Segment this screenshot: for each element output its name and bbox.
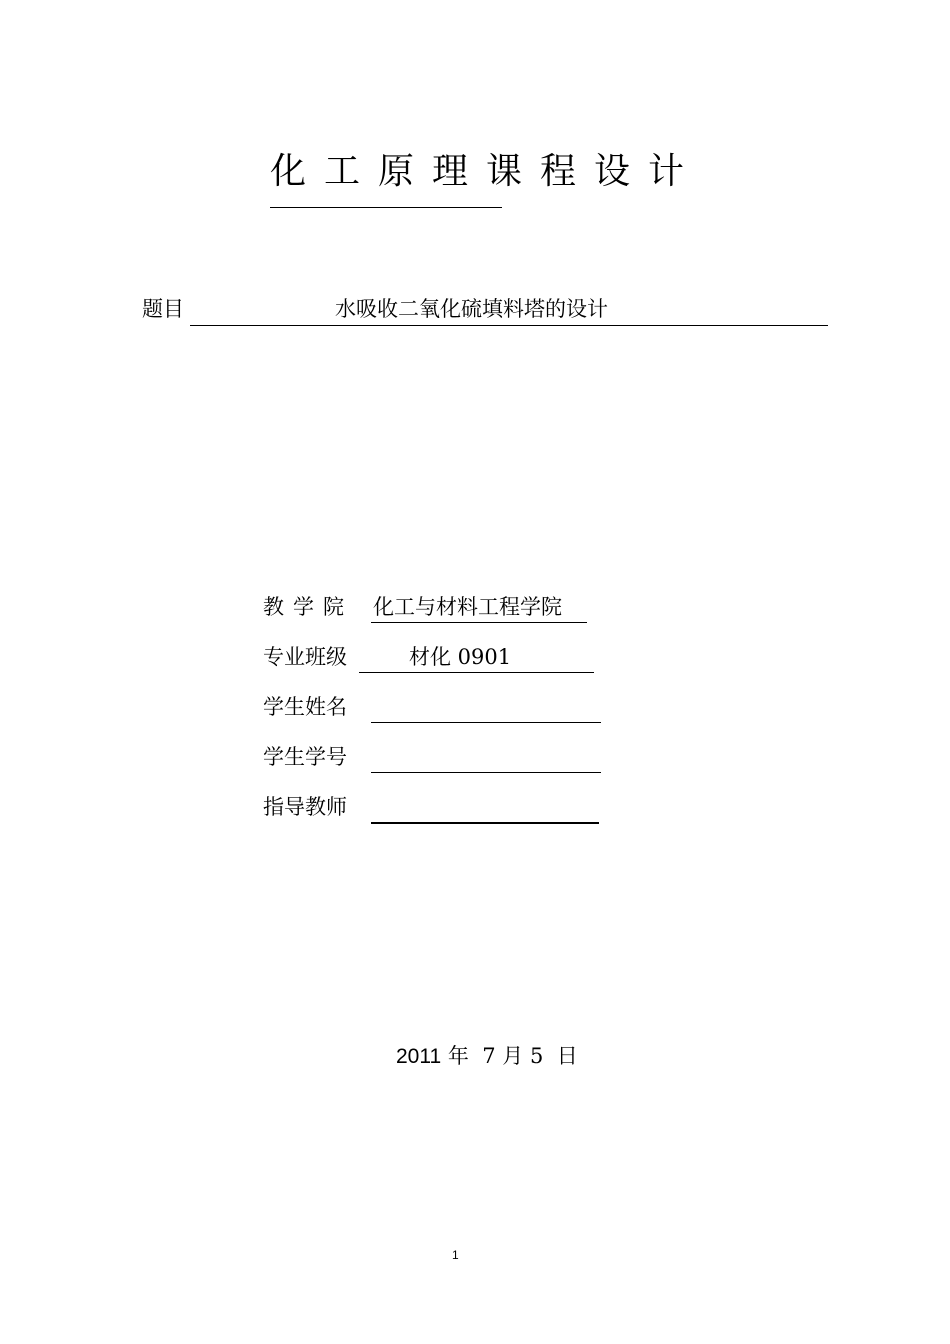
info-label-class: 专业班级 <box>263 645 347 669</box>
title-underline <box>270 207 502 208</box>
document-date <box>396 1042 578 1071</box>
date-year-unit: 年 <box>447 1044 469 1068</box>
info-field-student-name <box>371 692 601 723</box>
info-label-student-name: 学生姓名 <box>263 695 347 719</box>
info-value-class: 材化 0901 <box>409 645 512 669</box>
date-day-unit: 日 <box>556 1044 578 1068</box>
info-field-advisor <box>371 792 599 824</box>
document-title: 化工原理课程设计 <box>270 151 703 192</box>
info-field-student-id <box>371 742 601 773</box>
date-month-unit: 月 <box>502 1044 524 1068</box>
topic-field <box>190 295 828 326</box>
date-month: 7 <box>482 1044 496 1068</box>
info-value-college: 化工与材料工程学院 <box>373 595 562 619</box>
info-label-student-id: 学生学号 <box>263 745 347 769</box>
info-label-advisor: 指导教师 <box>263 795 347 819</box>
info-field-college <box>371 592 587 623</box>
page-number: 1 <box>452 1248 459 1262</box>
info-field-class <box>359 642 594 673</box>
date-day: 5 <box>529 1044 544 1068</box>
info-label-college: 教学院 <box>263 595 353 619</box>
topic-value: 水吸收二氧化硫填料塔的设计 <box>335 297 608 321</box>
date-year: 2011 <box>396 1045 442 1068</box>
topic-label: 题目 <box>142 297 184 321</box>
